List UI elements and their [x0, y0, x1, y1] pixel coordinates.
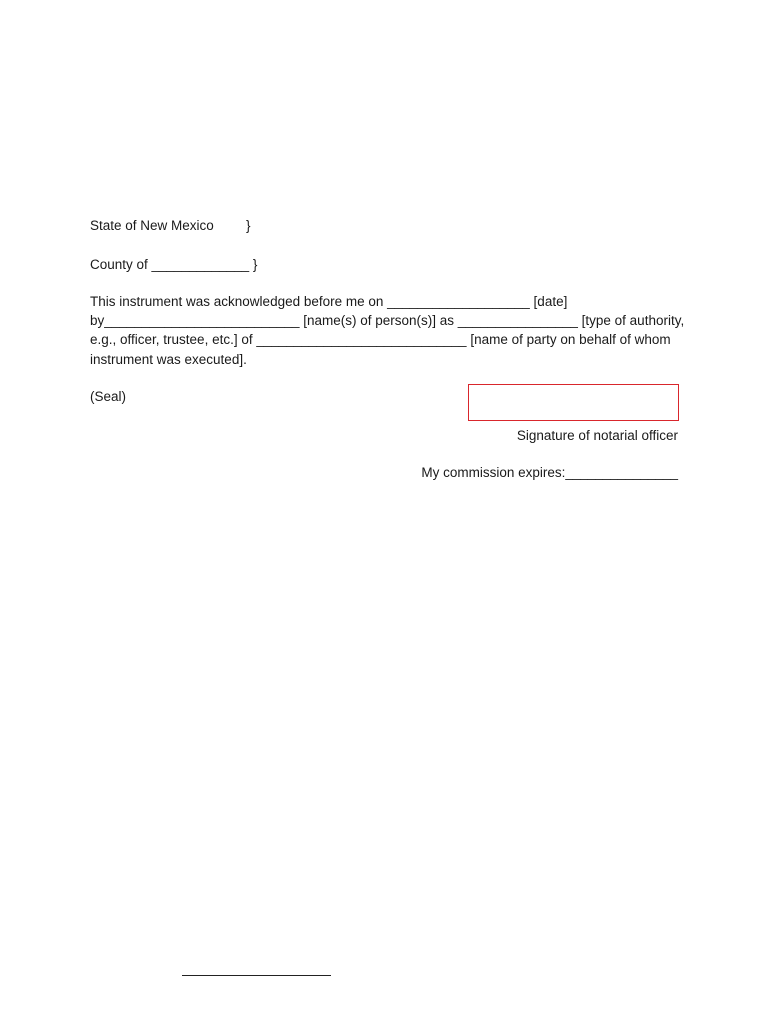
state-brace: } — [246, 218, 251, 233]
acknowledgment-paragraph — [90, 292, 690, 369]
signature-label: Signature of notarial officer — [516, 428, 678, 443]
state-label: State of New Mexico — [90, 218, 214, 233]
commission-expires-line: My commission expires:_______________ — [421, 465, 678, 480]
acknowledgment-row-2: by__________________________ [name(s) of person(s)] as ________________ [type of authority, — [90, 313, 685, 329]
acknowledgment-row-3: e.g., officer, trustee, etc.] of ____________________________ [name of party on behalf of whom — [90, 332, 671, 348]
county-line: County of _____________ } — [90, 257, 258, 272]
signature-field[interactable] — [468, 384, 679, 421]
acknowledgment-row-1: This instrument was acknowledged before me on ___________________ [date] — [90, 294, 568, 309]
seal-label: (Seal) — [90, 389, 127, 404]
acknowledgment-row-4: instrument was executed]. — [90, 351, 247, 367]
bottom-signature-rule — [182, 975, 331, 976]
